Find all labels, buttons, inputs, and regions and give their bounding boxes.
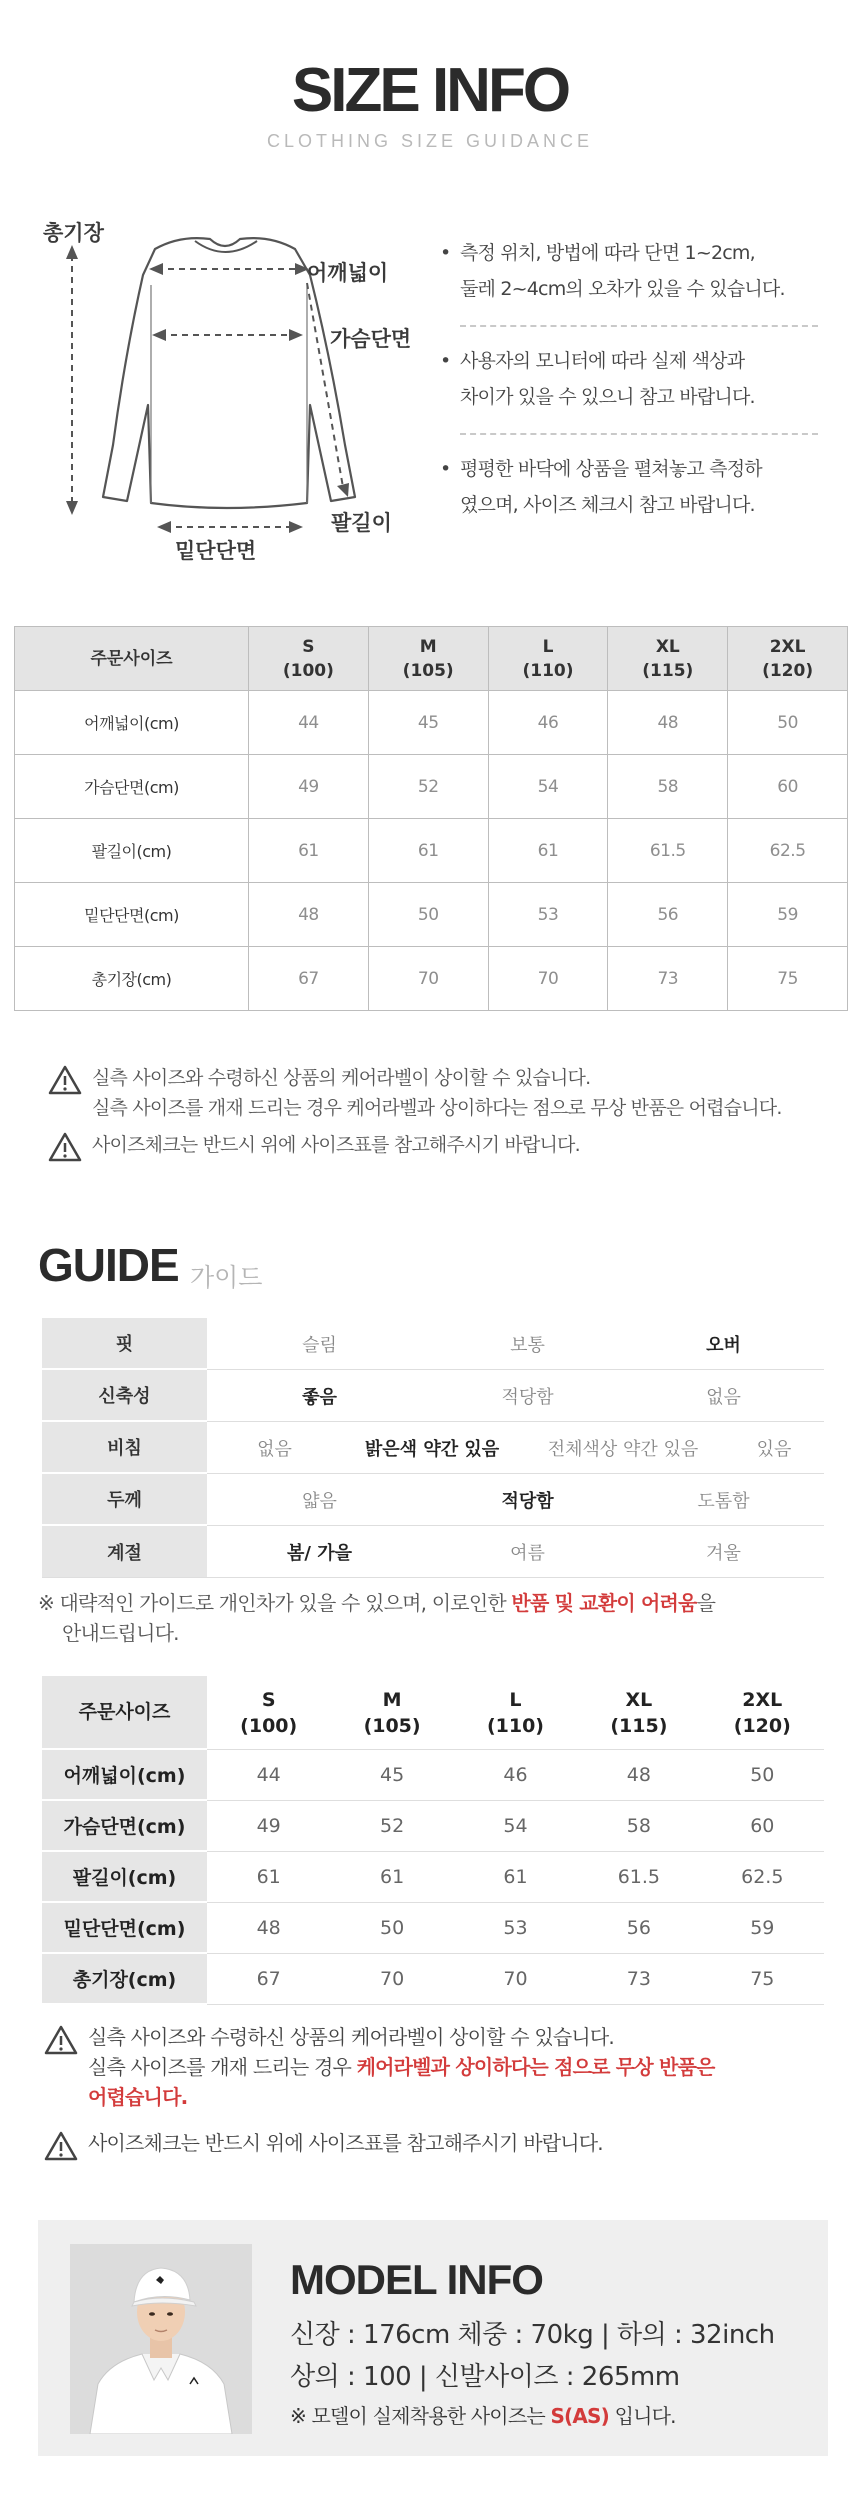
- dashed-divider: [460, 325, 818, 327]
- header-size: M (105): [368, 627, 488, 691]
- note-item: • 평평한 바닥에 상품을 펼쳐놓고 측정하 였으며, 사이즈 체크시 참고 바랍니다.: [438, 451, 818, 523]
- label-total-length: 총기장: [43, 221, 104, 245]
- guide-option: 도톰함: [623, 1474, 824, 1526]
- guide-option-selected: 오버: [623, 1318, 824, 1370]
- table-cell: 48: [608, 691, 728, 755]
- header-size: S (100): [207, 1676, 330, 1750]
- table-row: [15, 947, 848, 1011]
- warning-icon: [44, 2025, 78, 2055]
- model-info-title: MODEL INFO: [290, 2256, 543, 2303]
- care-label-warning: 실측 사이즈와 수령하신 상품의 케어라벨이 상이할 수 있습니다. 실측 사이즈를 개재 드리는 경우 케어라벨과 상이하다는 점으로 무상 반품은 어렵습니다.: [48, 1063, 782, 1123]
- size-table-detailed: [14, 626, 848, 1011]
- table-cell: 45: [368, 691, 488, 755]
- label-sleeve: 팔길이: [331, 511, 392, 535]
- table-cell: 61: [207, 1852, 330, 1903]
- table-cell: 49: [249, 755, 369, 819]
- table-cell: 61: [368, 819, 488, 883]
- table-cell: 45: [330, 1750, 453, 1801]
- table-row: [42, 1801, 824, 1852]
- measurement-notes: [438, 235, 818, 523]
- table-cell: 44: [249, 691, 369, 755]
- table-cell: 73: [577, 1954, 700, 2005]
- garment-diagram: [25, 205, 445, 580]
- table-cell: 50: [330, 1903, 453, 1954]
- table-cell: 50: [368, 883, 488, 947]
- table-cell: 58: [608, 755, 728, 819]
- row-label: 가슴단면(cm): [42, 1801, 207, 1852]
- guide-option: 겨울: [623, 1526, 824, 1578]
- note-item: • 측정 위치, 방법에 따라 단면 1~2cm, 둘레 2~4cm의 오차가 있을 수 있습니다.: [438, 235, 818, 307]
- guide-option: 얇음: [207, 1474, 432, 1526]
- table-cell: 46: [488, 691, 608, 755]
- guide-option: 있음: [724, 1422, 824, 1474]
- guide-label: 두께: [42, 1474, 207, 1526]
- table-row: [42, 1750, 824, 1801]
- label-shoulder: 어깨넓이: [307, 261, 389, 285]
- header-size: 2XL (120): [701, 1676, 824, 1750]
- table-cell: 67: [249, 947, 369, 1011]
- header-size: L (110): [488, 627, 608, 691]
- guide-option: 없음: [623, 1370, 824, 1422]
- row-label: 팔길이(cm): [42, 1852, 207, 1903]
- guide-option: 보통: [432, 1318, 623, 1370]
- table-cell: 61: [488, 819, 608, 883]
- guide-subtitle: 가이드: [190, 1263, 263, 1292]
- table-cell: 60: [728, 755, 848, 819]
- row-label: 밑단단면(cm): [42, 1903, 207, 1954]
- header-size: M (105): [330, 1676, 453, 1750]
- guide-option: 없음: [207, 1422, 342, 1474]
- guide-option-selected: 밝은색 약간 있음: [342, 1422, 522, 1474]
- row-label: 어깨넓이(cm): [15, 691, 249, 755]
- table-cell: 61: [249, 819, 369, 883]
- guide-row-fit: [42, 1318, 824, 1370]
- guide-option-selected: 적당함: [432, 1474, 623, 1526]
- guide-label: 계절: [42, 1526, 207, 1578]
- size-check-warning-bottom: 사이즈체크는 반드시 위에 사이즈표를 참고해주시기 바랍니다.: [44, 2128, 603, 2158]
- table-cell: 61: [454, 1852, 577, 1903]
- row-label: 총기장(cm): [42, 1954, 207, 2005]
- guide-row-thickness: [42, 1474, 824, 1526]
- guide-option-selected: 봄/ 가을: [207, 1526, 432, 1578]
- model-stats-line-1: 신장 : 176cm 체중 : 70kg | 하의 : 32inch: [290, 2320, 775, 2350]
- guide-option: 슬림: [207, 1318, 432, 1370]
- table-cell: 61.5: [608, 819, 728, 883]
- label-hem: 밑단단면: [175, 539, 257, 563]
- guide-label: 비침: [42, 1422, 207, 1474]
- table-cell: 53: [488, 883, 608, 947]
- label-chest: 가슴단면: [330, 327, 412, 351]
- table-cell: 75: [728, 947, 848, 1011]
- table-cell: 48: [249, 883, 369, 947]
- model-portrait-illustration: [70, 2244, 252, 2434]
- table-cell: 56: [608, 883, 728, 947]
- guide-row-sheer: [42, 1422, 824, 1474]
- table-cell: 70: [330, 1954, 453, 2005]
- note-item: • 사용자의 모니터에 따라 실제 색상과 차이가 있을 수 있으니 참고 바랍니다.: [438, 343, 818, 415]
- header-size: S (100): [249, 627, 369, 691]
- guide-option-selected: 좋음: [207, 1370, 432, 1422]
- page-subtitle: CLOTHING SIZE GUIDANCE: [266, 131, 594, 151]
- table-cell: 54: [488, 755, 608, 819]
- size-table-summary: [42, 1676, 824, 2005]
- table-cell: 59: [728, 883, 848, 947]
- table-row: [42, 1954, 824, 2005]
- table-cell: 59: [701, 1903, 824, 1954]
- row-label: 밑단단면(cm): [15, 883, 249, 947]
- disclaimer-highlight: 반품 및 교환이 어려움: [511, 1591, 697, 1615]
- guide-option: 여름: [432, 1526, 623, 1578]
- header-size: XL (115): [608, 627, 728, 691]
- table-cell: 50: [728, 691, 848, 755]
- guide-label: 신축성: [42, 1370, 207, 1422]
- table-cell: 52: [330, 1801, 453, 1852]
- table-row: [15, 883, 848, 947]
- table-cell: 70: [368, 947, 488, 1011]
- table-row: [15, 755, 848, 819]
- fit-guide-table: [42, 1318, 824, 1578]
- table-cell: 70: [454, 1954, 577, 2005]
- guide-title: GUIDE: [38, 1239, 179, 1291]
- guide-row-season: [42, 1526, 824, 1578]
- header-size: L (110): [454, 1676, 577, 1750]
- table-cell: 46: [454, 1750, 577, 1801]
- table-cell: 48: [207, 1903, 330, 1954]
- table-cell: 67: [207, 1954, 330, 2005]
- model-info-box: [38, 2220, 828, 2456]
- header-order-size: 주문사이즈: [42, 1676, 207, 1750]
- table-cell: 52: [368, 755, 488, 819]
- size-check-warning: 사이즈체크는 반드시 위에 사이즈표를 참고해주시기 바랍니다.: [48, 1130, 580, 1160]
- model-stats-line-2: 상의 : 100 | 신발사이즈 : 265mm: [290, 2362, 680, 2392]
- table-cell: 56: [577, 1903, 700, 1954]
- row-label: 가슴단면(cm): [15, 755, 249, 819]
- table-cell: 53: [454, 1903, 577, 1954]
- model-photo: [70, 2244, 252, 2434]
- guide-option: 전체색상 약간 있음: [522, 1422, 724, 1474]
- table-header-row: [15, 627, 848, 691]
- table-cell: 61: [330, 1852, 453, 1903]
- table-cell: 73: [608, 947, 728, 1011]
- guide-row-stretch: [42, 1370, 824, 1422]
- table-cell: 54: [454, 1801, 577, 1852]
- table-cell: 49: [207, 1801, 330, 1852]
- table-row: [42, 1852, 824, 1903]
- table-cell: 75: [701, 1954, 824, 2005]
- table-cell: 70: [488, 947, 608, 1011]
- table-cell: 44: [207, 1750, 330, 1801]
- warning-icon: [48, 1132, 82, 1162]
- model-size-note: ※ 모델이 실제착용한 사이즈는 S(AS) 입니다.: [290, 2404, 676, 2428]
- guide-disclaimer: ※ 대략적인 가이드로 개인차가 있을 수 있으며, 이로인한 반품 및 교환이 어려움을 안내드립니다.: [38, 1591, 716, 1645]
- care-label-warning-bold: 실측 사이즈와 수령하신 상품의 케어라벨이 상이할 수 있습니다. 실측 사이즈를 개재 드리는 경우 케어라벨과 상이하다는 점으로 무상 반품은 어렵습니다.: [44, 2022, 715, 2112]
- table-cell: 50: [701, 1750, 824, 1801]
- table-cell: 60: [701, 1801, 824, 1852]
- guide-option: 적당함: [432, 1370, 623, 1422]
- header-size: 2XL (120): [728, 627, 848, 691]
- dashed-divider: [460, 433, 818, 435]
- row-label: 총기장(cm): [15, 947, 249, 1011]
- header-size: XL (115): [577, 1676, 700, 1750]
- table-cell: 62.5: [728, 819, 848, 883]
- warning-icon: [44, 2131, 78, 2161]
- table-row: [15, 819, 848, 883]
- guide-label: 핏: [42, 1318, 207, 1370]
- table-row: [15, 691, 848, 755]
- table-cell: 61.5: [577, 1852, 700, 1903]
- model-worn-size: S(AS): [550, 2404, 610, 2428]
- header-order-size: 주문사이즈: [15, 627, 249, 691]
- page-title: SIZE INFO: [291, 56, 569, 125]
- table-row: [42, 1903, 824, 1954]
- table-header-row: [42, 1676, 824, 1750]
- table-cell: 62.5: [701, 1852, 824, 1903]
- table-cell: 58: [577, 1801, 700, 1852]
- warning-icon: [48, 1065, 82, 1095]
- row-label: 어깨넓이(cm): [42, 1750, 207, 1801]
- table-cell: 48: [577, 1750, 700, 1801]
- row-label: 팔길이(cm): [15, 819, 249, 883]
